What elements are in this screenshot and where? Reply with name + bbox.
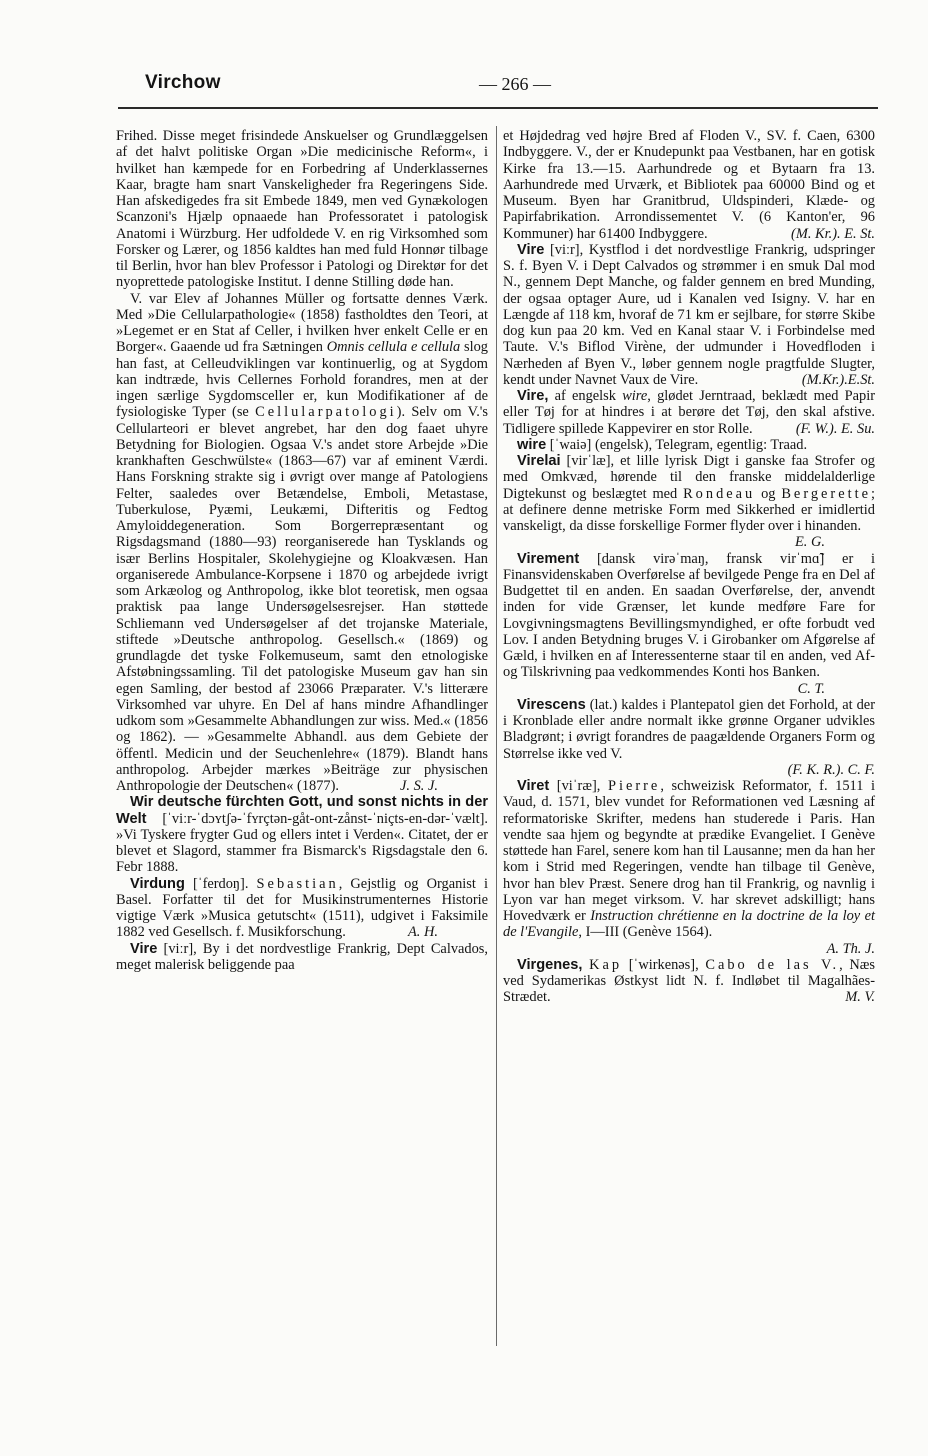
author-signature: (F. K. R.). C. F.	[787, 761, 875, 778]
entry-wire: wire [ˈwaiə] (engelsk), Telegram, egentlig: Traad.	[517, 436, 808, 453]
entry-vire-town: Vire [viːr], By i det nordvestlige Frankrig, Dept Calvados, meget malerisk beliggende paa	[116, 940, 488, 973]
running-head: Virchow	[145, 72, 221, 93]
entry-virelai: Virelai [virˈlæ], et lille lyrisk Digt i ganske faa Strofer og med Omkvæd, hørende til den franske middelalderlige Digtekunst og beslægtet med Rondeau og Bergerette; at definere denne metriske Form med Sikkerhed er imidlertid vanskeligt, da disse forskellige Former flyder over i hinanden. E. G.	[503, 453, 875, 551]
author-signature: (M.Kr.).E.St.	[801, 371, 875, 388]
entry-lemma: Wir deutsche fürchten Gott, und sonst nichts in der Welt	[116, 794, 488, 827]
author-signature: M. V.	[845, 989, 875, 1006]
entry-virdung: Virdung [ˈferdoŋ]. Sebastian, Gejstlig og Organist i Basel. Forfatter til det for Musikinstrumenternes Historie vigtige Værk »Musica getutscht« (1511), udgivet i Faksimile 1882 ved Gesellsch. f. Musikforschung. A. H.	[116, 875, 488, 941]
entry-lemma: wire	[517, 436, 547, 453]
entry-lemma: Vire	[517, 241, 545, 258]
virchow-work-paragraph: V. var Elev af Johannes Müller og fortsatte dennes Værk. Med »Die Cellularpathologie« (1858) fastholdtes den Teori, at »Legemet er en Stat af Celler, i hvilken hver enkelt Celle er en Borger«. Gaaende ud fra Sætningen Omnis cellula e cellula slog han fast, at Celleudviklingen var kontinuerlig, og at Sygdom kan indtræde, hvis Cellernes Forhold forandres, men at der ingen særlige Sygdomsceller er, kun Modifikationer af de fysiologiske Typer (se Cellularpatologi). Selv om V.'s Cellularteori er blevet angrebet, har den dog faaet uhyre Betydning for Biologien. Ogsaa V.'s andet store Arbejde »Die krankhaften Geschwülste« (1863—67) var af eminent Værdi. Hans Forskning strakte sig i øvrigt over mange af Patologiens Felter, saaledes over Betændelse, Emboli, Metastase, Tuberkulose, Pyæmi, Leukæmi, Difteritis og Fedtog Amyloiddegeneration. Som Borgerrepræsentant og Rigsdagsmand (1880—93) reorganiserede han Tysklands og især Berlins Hospitaler, Skolehygiejne og Kloakvæsen. Han organiserede Ambulance-Korpsene i 1870 og arbejdede ivrigt som Arkæolog og Anthropolog, ikke blot teoretisk, men ogsaa praktisk paa lange Undersøgelsesrejser. Han støttede Schliemann ved Undersøgelser af det trojanske Materiale, stiftede »Deutsche anthropolog. Gesellsch.« (1869) og grundlagde det tyske Folkemuseum, samt den etnologiske Afstøbningssamling. Til det patologiske Museum gav han sin egen Samling, der bestod af 23066 Præparater. V.'s litterære Virksomhed var uhyre. En Del af hans mindre Afhandlinger udkom som »Gesammelte Abhandlungen zur wiss. Med.« (1856 og 1862). — »Gesammelte Abhandl. aus dem Gebiete der öffentl. Medicin und der Seuchenlehre« (1879). Blandt hans anthropolog. Arbejder mærkes »Beiträge zur physischen Anthropologie der Deutschen« (1877). J. S. J.	[116, 290, 488, 794]
entry-lemma: Virescens	[517, 696, 586, 713]
column-divider	[496, 126, 497, 1346]
author-signature: C. T.	[797, 680, 825, 697]
entry-lemma: Viret	[517, 778, 550, 794]
left-column	[116, 128, 488, 973]
entry-lemma: Virelai	[517, 453, 561, 469]
right-column	[503, 128, 875, 1006]
entry-viret: Viret [viˈræ], Pierre, schweizisk Reformator, f. 1511 i Vaud, d. 1571, blev vundet for Reformationen ved Læsning af reformatoriske Skrifter, medens han studerede i Paris. Han vendte saa hjem og begyndte at prædike Evangeliet. I Genève støttede han Farel, senere kom han til Lausanne; men da han her kom i Strid med Regeringen, vendte han tilbage til Genève, hvor han blev Præst. Senere drog han til Frankrig, og navnlig i Lyon var han meget virksom. V. har skrevet adskilligt; hans Hovedværk er Instruction chrétienne en la doctrine de la loy et de l'Evangile, I—III (Genève 1564).	[503, 778, 875, 941]
author-signature: (M. Kr.). E. St.	[791, 225, 875, 242]
entry-lemma: Vire,	[517, 388, 549, 404]
author-signature: A. Th. J.	[826, 940, 875, 957]
author-signature: (F. W.). E. Su.	[795, 420, 875, 437]
entry-vire-wire: Vire, af engelsk wire, glødet Jerntraad, beklædt med Papir eller Tøj for at hindres i at berøre det Tøj, den skal afstive. Tidligere spillede Kappevirer en stor Rolle. (F. W.). E. Su.	[503, 388, 875, 437]
author-signature: A. H.	[408, 924, 438, 941]
author-signature: J. S. J.	[400, 778, 438, 794]
entry-virgenes: Virgenes, Kap [ˈwirkenəs], Cabo de las V., Næs ved Sydamerikas Østkyst lidt N. f. Indløbet til Magalhães-Strædet. M. V.	[503, 956, 875, 1006]
page-number: — 266 —	[479, 74, 551, 94]
entry-lemma: Virdung	[130, 875, 185, 892]
entry-lemma: Virement	[517, 550, 580, 567]
virchow-entry-continued: Frihed. Disse meget frisindede Anskuelser og Grundlæggelsen af det halvt politiske Organ »Die medicinische Reform«, i hvilket han kæmpede for en Forbedring af Underklassernes Kaar, bragte ham snart Vanskeligheder fra Regeringens Side. Han afskedigedes fra sit Embede 1849, men ved Gynækologen Scanzoni's Hjælp opnaaede han Professoratet i patologisk Anatomi i Würzburg. Her udfoldede V. en rig Virksomhed som Forsker og Lærer, og 1856 kaldtes han med fuld Honnør tilbage til Berlin, hvor han blev Professor i Patologi og Direktør for det nyoprettede patologiske Institut. I denne Stilling døde han.	[116, 128, 488, 291]
page-header	[145, 72, 880, 104]
entry-lemma: Vire	[130, 940, 158, 957]
author-signature: E. G.	[795, 534, 825, 551]
entry-wir-deutsche: Wir deutsche fürchten Gott, und sonst nichts in der Welt [ˈviːr-ˈdɔʏtʃə-ˈfʏrçtən-gåt-ont-zånst-ˈniçts-en-dər-ˈvælt]. »Vi Tyskere frygter Gud og ellers intet i Verden«. Citatet, der er blevet et Slagord, stammer fra Bismarck's Rigsdagstale den 6. Febr 1888.	[116, 794, 488, 876]
entry-lemma: Virgenes,	[517, 956, 583, 973]
entry-virescens: Virescens (lat.) kaldes i Plantepatol gien det Forhold, at der i Kronblade eller andre normalt ikke grønne Organer udvikles Bladgrønt; i øvrigt forandres de paagældende Organers Form og Størrelse ikke ved V.	[503, 696, 875, 762]
entry-virement: Virement [dansk virəˈmaŋ, fransk virˈmɑ̃] er i Finansvidenskaben Overførelse af bevilgede Penge fra en Del af Budgettet til en anden. En saadan Overførelse, der, anvendt inden for vide Grænser, let kunde medføre Fare for Lovgivningsmagtens Bevillingsmyndighed, er ofte forbudt ved Lov. I anden Betydning bruges V. i Girobanker om Afgørelse af Gæld, i hvilken en af Interessenterne staar til en anden, ved Af- og Tilskrivning paa vedkommendes Konti hos Banken. C. T.	[503, 550, 875, 697]
entry-vire-river: Vire [viːr], Kystflod i det nordvestlige Frankrig, udspringer S. f. Byen V. i Dept Calvados og strømmer i en smuk Dal mod N., gennem Dept Manche, og falder gennem en bred Munding, der ogsaa optager Aure, ud i Kanalen ved Isigny. V. har en Længde af 118 km, hvoraf de 71 km er sejlbare, for større Skibe dog kun paa 20 km. Ved en Kanal staar V. i Forbindelse med Taute. V.'s Biflod Virène, der udmunder i Hovedfloden i Nærheden af Byen V., løber gennem nogle pragtfulde Slugter, kendt under Navnet Vaux de Vire. (M.Kr.).E.St.	[503, 241, 875, 388]
entry-vire-town-continued: et Højdedrag ved højre Bred af Floden V., SV. f. Caen, 6300 Indbyggere. V., der er Knudepunkt paa Vestbanen, har en gotisk Kirke fra 13.—15. Aarhundrede og et Bytaarn fra 13. Aarhundrede med Urværk, et Bibliotek paa 60000 Bind og et Museum. Byen har Granitbrud, Uldspinderi, Klæde- og Papirfabrikation. Arrondissementet V. (6 Kanton'er, 96 Kommuner) har 61400 Indbyggere. (M. Kr.). E. St.	[503, 128, 875, 242]
header-rule	[118, 107, 878, 109]
